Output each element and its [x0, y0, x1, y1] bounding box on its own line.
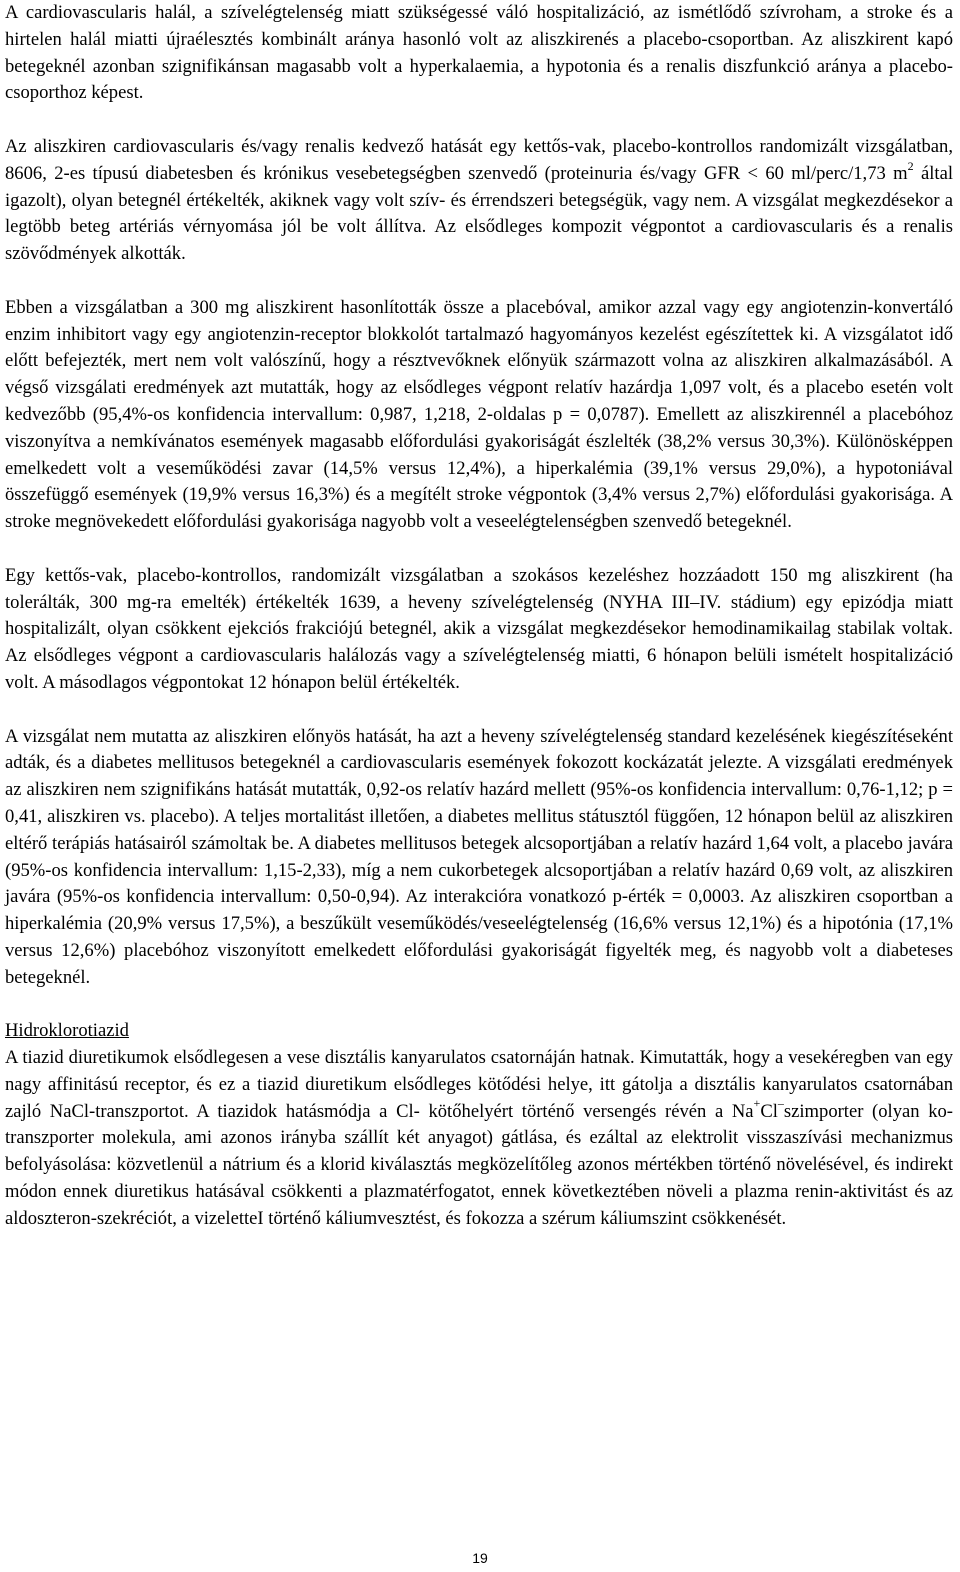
- superscript-minus: –: [777, 1096, 784, 1111]
- paragraph-diabetic-renal-trial: [5, 134, 953, 268]
- paragraph-text: A tiazid diuretikumok elsődlegesen a vese disztális kanyarulatos csatornáján hatnak. Kimutatták, hogy a vesekéregben van egy nagy affinitású receptor, és ez a tiazid diuretikum elsődleges kötődési helye, itt gátolja a disztális kanyarulatos csatornában zajló NaCl-transzportot. A tiazidok hatásmódja a Cl- kötőhelyért történő versengés révén a Na: [5, 1047, 953, 1122]
- paragraph-text: Cl: [760, 1100, 778, 1122]
- paragraph-combined-outcome: A cardiovascularis halál, a szívelégtelenség miatt szükségessé váló hospitalizáció, az ismétlődő szívroham, a stroke és a hirtelen halál miatti újraélesztés kombinált aránya hasonló volt az aliszkirenés a placebo-csoportban. Az aliszkirent kapó betegeknél azonban szignifikánsan magasabb volt a hyperkalaemia, a hypotonia és a renalis diszfunkció aránya a placebo-csoporthoz képest.: [5, 2, 953, 104]
- superscript-plus: +: [753, 1096, 761, 1111]
- document-page: [5, 0, 953, 1233]
- paragraph-heart-failure-trial: Egy kettős-vak, placebo-kontrollos, randomizált vizsgálatban a szokásos kezeléshez hozzáadott 150 mg aliszkirent (ha tolerálták, 300 mg-ra emelték) értékelték 1639, a heveny szívelégtelenség (NYHA III–IV. stádium) egy epizódja miatt hospitalizált, olyan csökkent ejekciós frakciójú betegnél, akik a vizsgálat megkezdésekor hemodinamikailag stabilak voltak. Az elsődleges végpont a cardiovascularis halálozás vagy a szívelégtelenség miatti, 6 hónapon belüli ismételt hospitalizáció volt. A másodlagos végpontokat 12 hónapon belül értékelték.: [5, 564, 953, 693]
- page-number: 19: [472, 1550, 488, 1566]
- paragraph-text: által igazolt), olyan betegnél értékelték, akiknek vagy volt szív- és érrendszeri betegségük, vagy nem. A vizsgálat megkezdésekor a legtöbb beteg artériás vérnyomása jól be volt állítva. Az elsődleges kompozit végpontot a cardiovascularis és a renalis szövődmények alkották.: [5, 162, 953, 265]
- paragraph-thiazide-mechanism: [5, 1045, 953, 1233]
- paragraph-gap: [5, 268, 953, 295]
- section-heading-hydrochlorothiazide: Hidroklorotiazid: [5, 1020, 129, 1042]
- paragraph-gap: [5, 536, 953, 563]
- paragraph-trial-results: A vizsgálat nem mutatta az aliszkiren előnyös hatását, ha azt a heveny szívelégtelenség standard kezelésének kiegészítéseként adták, és a diabetes mellitusos betegeknél a cardiovascularis események fokozott kockázatát jelezte. A vizsgálati eredmények az aliszkiren nem szignifikáns hatását mutatták, 0,92-os relatív hazárd mellett (95%-os konfidencia intervallum: 0,76-1,12; p = 0,41, aliszkiren vs. placebo). A teljes mortalitást illetően, a diabetes mellitus státusztól függően, 12 hónapon belül az aliszkiren eltérő terápiás hatásairól számoltak be. A diabetes mellitusos betegek alcsoportjában a relatív hazárd 1,64 volt, a placebo javára (95%-os konfidencia intervallum: 1,15-2,33), míg a nem cukorbetegek alcsoportjában a relatív hazárd 0,69 volt, az aliszkiren javára (95%-os konfidencia intervallum: 0,50-0,94). Az interakcióra vonatkozó p-érték = 0,0003. Az aliszkiren csoportban a hiperkalémia (20,9% versus 17,5%), a beszűkült veseműködés/veseelégtelenség (16,6% versus 12,1%) és a hipotónia (17,1% versus 12,6%) placebóhoz viszonyított emelkedett előfordulási gyakoriságát figyelték meg, és nagyobb volt a diabeteses betegeknél.: [5, 725, 953, 988]
- paragraph-text: szimporter (olyan ko-transzporter molekula, ami azonos irányba szállít két anyagot) gátlása, és ezáltal az elektrolit visszaszívási mechanizmus befolyásolása: közvetlenül a nátrium és a klorid kiválasztás megközelítőleg azonos mértékben történő növelésével, és indirekt módon ennek diuretikus hatásával csökkenti a plazmatérfogatot, ennek következtében növeli a plazma renin-aktivitást és az aldoszteron-szekréciót, a vizeletteI történő káliumvesztést, és fokozza a szérum káliumszint csökkenését.: [5, 1100, 953, 1229]
- paragraph-gap: [5, 697, 953, 724]
- paragraph-gap: [5, 991, 953, 1018]
- superscript: 2: [907, 158, 914, 173]
- paragraph-300mg-trial: Ebben a vizsgálatban a 300 mg aliszkirent hasonlították össze a placebóval, amikor azzal vagy egy angiotenzin-konvertáló enzim inhibitort vagy egy angiotenzin-receptor blokkolót tartalmazó hagyományos kezelést egészítettek ki. A vizsgálatot idő előtt befejezték, mert nem volt valószínű, hogy a résztvevőknek előnyük származott volna az aliszkiren alkalmazásából. A végső vizsgálati eredmények azt mutatták, hogy az elsődleges végpont relatív hazárdja 1,097 volt, és a placebo esetén volt kedvezőbb (95,4%-os konfidencia intervallum: 0,987, 1,218, 2-oldalas p = 0,0787). Emellett az aliszkirennél a placebóhoz viszonyítva a nemkívánatos események magasabb előfordulási gyakoriságát észlelték (38,2% versus 30,3%). Különösképpen emelkedett volt a veseműködési zavar (14,5% versus 12,4%), a hiperkalémia (39,1% versus 29,0%), a hypotoniával összefüggő események (19,9% versus 16,3%) és a megítélt stroke végpontok (3,4% versus 2,7%) előfordulási gyakorisága. A stroke megnövekedett előfordulási gyakorisága nagyobb volt a veseelégtelenségben szenvedő betegeknél.: [5, 296, 953, 533]
- paragraph-gap: [5, 107, 953, 134]
- paragraph-text: Az aliszkiren cardiovascularis és/vagy renalis kedvező hatását egy kettős-vak, placebo-kontrollos randomizált vizsgálatban, 8606, 2-es típusú diabetesben és krónikus vesebetegségben szenvedő (proteinuria és/vagy GFR < 60 ml/perc/1,73 m: [5, 135, 953, 184]
